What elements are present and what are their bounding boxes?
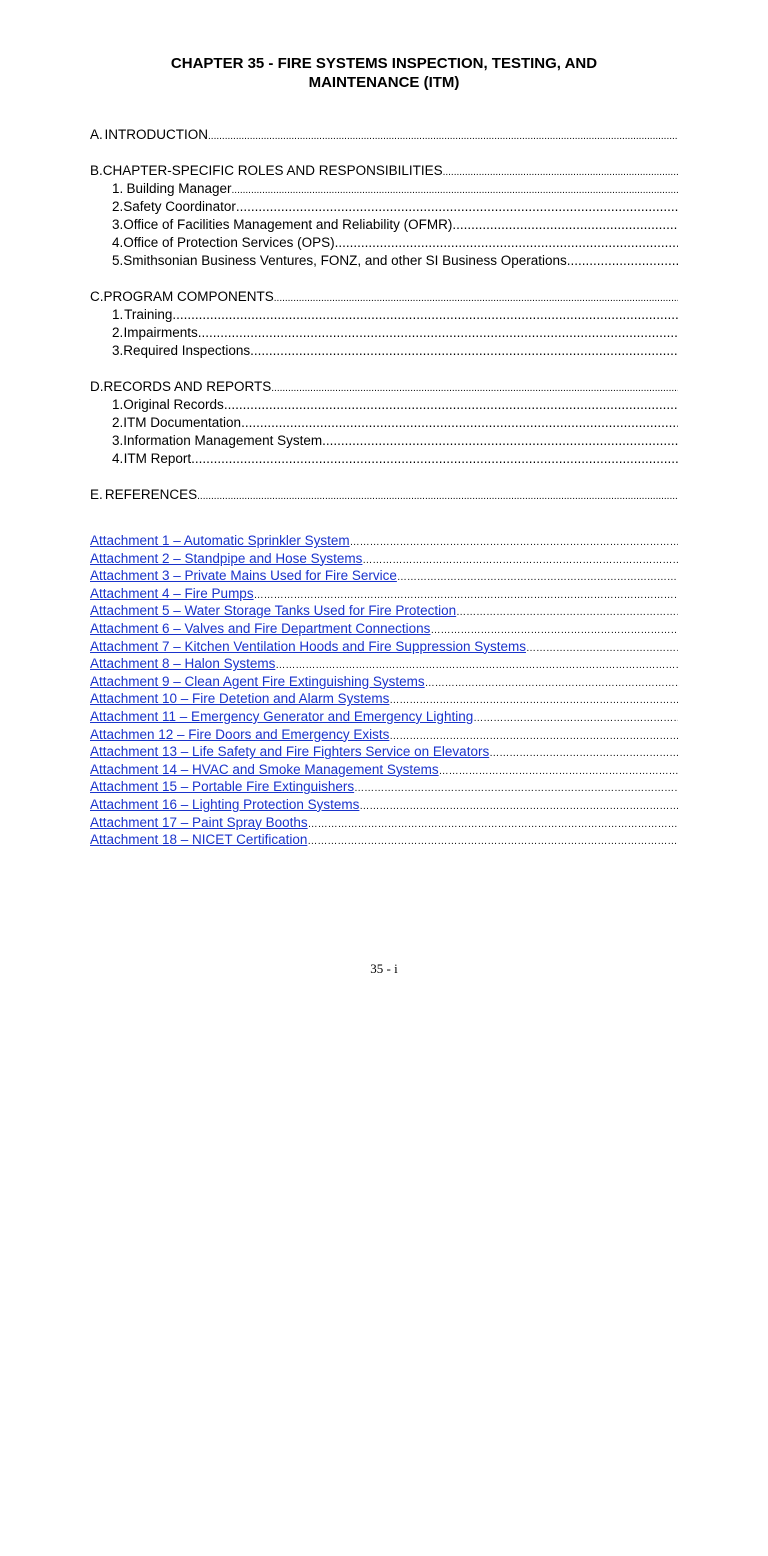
toc-section-letter: B. [90, 163, 103, 178]
toc-section-title: CHAPTER-SPECIFIC ROLES AND RESPONSIBILITIES [102, 163, 443, 178]
title-line-1: CHAPTER 35 - FIRE SYSTEMS INSPECTION, TESTING, AND [170, 55, 598, 72]
attachment-link[interactable]: Attachment 15 – Portable Fire Extinguishers [90, 779, 355, 795]
table-of-contents [90, 126, 678, 504]
toc-section-title: REFERENCES [104, 487, 198, 502]
toc-section-title: RECORDS AND REPORTS [103, 379, 272, 394]
toc-subsection-number: 3. [112, 343, 124, 358]
attachment-page-number [90, 532, 768, 1556]
attachment-link[interactable]: Attachment 17 – Paint Spray Booths [90, 814, 308, 830]
toc-subsection-title: Original Records [123, 397, 224, 412]
toc-subsection-title: Training [124, 307, 173, 322]
attachment-row[interactable] [90, 831, 678, 849]
toc-subsection-title: Safety Coordinator [123, 199, 236, 214]
toc-subsection-title: Smithsonian Business Ventures, FONZ, and other SI Business Operations [123, 253, 567, 268]
toc-subsection-title: Information Management System [123, 433, 323, 448]
toc-subsection-title: Required Inspections [123, 343, 251, 358]
attachment-link[interactable]: Attachment 11 – Emergency Generator and Emergency Lighting [90, 708, 474, 724]
toc-subsection-title: ITM Report [123, 451, 192, 466]
attachment-link[interactable]: Attachment 18 – NICET Certification [90, 832, 308, 848]
attachment-link[interactable]: Attachment 7 – Kitchen Ventilation Hoods and Fire Suppression Systems [90, 638, 526, 654]
attachment-link[interactable]: Attachment 14 – HVAC and Smoke Management Systems [90, 761, 439, 777]
attachment-link[interactable]: Attachment 2 – Standpipe and Hose Systems [90, 550, 363, 566]
toc-section-letter: C. [90, 289, 104, 304]
page-title [90, 54, 678, 92]
attachment-link[interactable]: Attachment 6 – Valves and Fire Department Connections [90, 620, 431, 636]
attachment-link[interactable]: Attachment 8 – Halon Systems [90, 656, 276, 672]
attachment-link[interactable]: Attachment 5 – Water Storage Tanks Used for Fire Protection [90, 603, 457, 619]
toc-section-title: INTRODUCTION [104, 127, 209, 142]
toc-subsection-number: 1. [112, 307, 124, 322]
toc-section-row[interactable] [90, 486, 678, 504]
attachment-link[interactable]: Attachment 16 – Lighting Protection Systems [90, 796, 360, 812]
toc-subsection-title: Building Manager [126, 181, 232, 196]
attachment-link[interactable]: Attachmen 12 – Fire Doors and Emergency Exists [90, 726, 390, 742]
toc-subsection-number: 2. [112, 325, 124, 340]
toc-section-letter: D. [90, 379, 104, 394]
toc-subsection-number: 3. [112, 217, 124, 232]
toc-subsection-title: Office of Facilities Management and Reliability (OFMR) [123, 217, 453, 232]
toc-subsection-title: Office of Protection Services (OPS) [123, 235, 335, 250]
attachment-link[interactable]: Attachment 10 – Fire Detetion and Alarm Systems [90, 691, 390, 707]
attachment-link[interactable]: Attachment 13 – Life Safety and Fire Fighters Service on Elevators [90, 744, 490, 760]
attachment-link[interactable]: Attachment 4 – Fire Pumps [90, 585, 254, 601]
toc-subsection-number: 1. [112, 181, 124, 196]
toc-subsection-title: Impairments [123, 325, 198, 340]
toc-section-title: PROGRAM COMPONENTS [103, 289, 274, 304]
toc-subsection-number: 4. [112, 451, 124, 466]
title-line-2: MAINTENANCE (ITM) [308, 74, 460, 91]
toc-subsection-number: 2. [112, 415, 124, 430]
attachment-link[interactable]: Attachment 9 – Clean Agent Fire Extinguishing Systems [90, 673, 425, 689]
toc-subsection-title: ITM Documentation [123, 415, 242, 430]
attachment-link[interactable]: Attachment 1 – Automatic Sprinkler System [90, 533, 350, 548]
attachments-list [90, 532, 678, 849]
toc-subsection-number: 3. [112, 433, 124, 448]
toc-subsection-number: 1. [112, 397, 124, 412]
toc-section-letter: A. [90, 127, 103, 142]
toc-subsection-number: 4. [112, 235, 124, 250]
toc-subsection-number: 2. [112, 199, 124, 214]
attachment-link[interactable]: Attachment 3 – Private Mains Used for Fire Service [90, 568, 397, 584]
page-number: 35 - i [370, 961, 398, 976]
toc-subsection-number: 5. [112, 253, 124, 268]
toc-section-letter: E. [90, 487, 103, 502]
